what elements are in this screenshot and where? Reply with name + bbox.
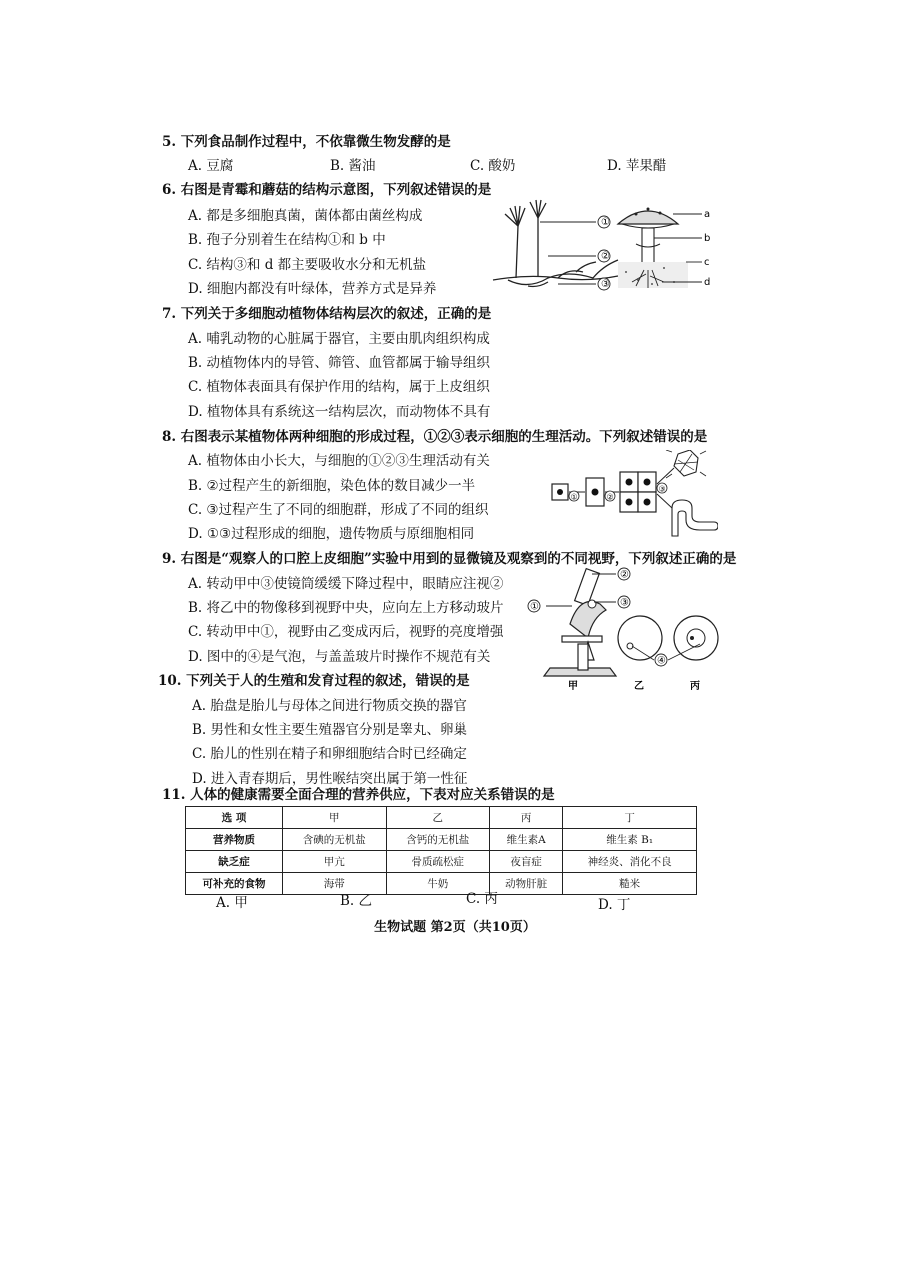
q6-label-c: c — [704, 257, 710, 268]
table-row — [186, 851, 697, 873]
q5-option-c: C. 酸奶 — [470, 158, 516, 174]
q6-stem: 6. 右图是青霉和蘑菇的结构示意图，下列叙述错误的是 — [162, 182, 492, 198]
q8-label-3: ③ — [658, 484, 666, 494]
table-cell: 牛奶 — [386, 873, 490, 895]
q7-option-b: B. 动植物体内的导管、筛管、血管都属于输导组织 — [188, 355, 491, 371]
q9-option-d: D. 图中的④是气泡，与盖盖玻片时操作不规范有关 — [188, 649, 491, 665]
q6-label-2: ② — [601, 251, 610, 262]
table-cell: 甲亢 — [283, 851, 387, 873]
q9-label-4: ④ — [657, 655, 666, 667]
page-footer: 生物试题 第2页（共10页） — [374, 920, 536, 935]
q9-option-a: A. 转动甲中③使镜筒缓缓下降过程中，眼睛应注视② — [188, 576, 504, 592]
q9-label-3: ③ — [620, 597, 629, 609]
q6-label-b: b — [704, 233, 711, 244]
q9-option-c: C. 转动甲中①，视野由乙变成丙后，视野的亮度增强 — [188, 624, 504, 640]
q5-option-b: B. 酱油 — [330, 158, 376, 174]
table-row — [186, 829, 697, 851]
q9-stem: 9. 右图是“观察人的口腔上皮细胞”实验中用到的显微镜及观察到的不同视野，下列叙述正确的是 — [162, 551, 737, 567]
table-cell: 乙 — [386, 807, 490, 829]
q8-option-a: A. 植物体由小长大，与细胞的①②③生理活动有关 — [188, 453, 490, 469]
table-cell: 糙米 — [563, 873, 697, 895]
q7-stem: 7. 下列关于多细胞动植物体结构层次的叙述，正确的是 — [162, 306, 492, 322]
q11-stem: 11. 人体的健康需要全面合理的营养供应，下表对应关系错误的是 — [162, 787, 555, 803]
q6-label-1: ① — [601, 217, 610, 228]
q9-label-2: ② — [620, 569, 629, 581]
q8-option-d: D. ①③过程形成的细胞，遗传物质与原细胞相同 — [188, 526, 475, 542]
q7-option-d: D. 植物体具有系统这一结构层次，而动物体不具有 — [188, 404, 491, 420]
table-row — [186, 873, 697, 895]
table-cell: 含碘的无机盐 — [283, 829, 387, 851]
q9-caption-jia: 甲 — [568, 681, 578, 692]
q11-option-d: D. 丁 — [598, 897, 631, 913]
q9-caption-yi: 乙 — [634, 681, 644, 692]
q9-option-b: B. 将乙中的物像移到视野中央，应向左上方移动玻片 — [188, 600, 504, 616]
table-cell: 含钙的无机盐 — [386, 829, 490, 851]
q11-option-b: B. 乙 — [340, 893, 373, 909]
q10-option-b: B. 男性和女性主要生殖器官分别是睾丸、卵巢 — [192, 722, 468, 738]
table-cell: 丁 — [563, 807, 697, 829]
q8-stem: 8. 右图表示某植物体两种细胞的形成过程，①②③表示细胞的生理活动。下列叙述错误的是 — [162, 429, 708, 445]
q9-caption-bing: 丙 — [690, 681, 700, 692]
q8-label-2: ② — [606, 492, 614, 502]
q8-figure-cell-process — [548, 450, 718, 540]
q6-option-a: A. 都是多细胞真菌，菌体都由菌丝构成 — [188, 208, 423, 224]
table-cell: 选 项 — [186, 807, 283, 829]
q6-option-c: C. 结构③和 d 都主要吸收水分和无机盐 — [188, 257, 427, 273]
table-cell: 甲 — [283, 807, 387, 829]
q6-option-b: B. 孢子分别着生在结构①和 b 中 — [188, 232, 386, 248]
nutrition-table — [185, 806, 697, 895]
table-cell: 可补充的食物 — [186, 873, 283, 895]
q10-option-a: A. 胎盘是胎儿与母体之间进行物质交换的器官 — [192, 698, 467, 714]
q10-option-d: D. 进入青春期后，男性喉结突出属于第一性征 — [192, 771, 468, 787]
table-cell: 维生素 B₁ — [563, 829, 697, 851]
q6-label-d: d — [704, 277, 711, 288]
q9-label-1: ① — [530, 601, 539, 613]
table-cell: 夜盲症 — [490, 851, 563, 873]
q10-option-c: C. 胎儿的性别在精子和卵细胞结合时已经确定 — [192, 746, 467, 762]
table-cell: 维生素A — [490, 829, 563, 851]
table-cell: 丙 — [490, 807, 563, 829]
table-header-row — [186, 807, 697, 829]
table-cell: 海带 — [283, 873, 387, 895]
table-cell: 动物肝脏 — [490, 873, 563, 895]
q11-option-a: A. 甲 — [216, 895, 248, 911]
q5-option-a: A. 豆腐 — [188, 158, 234, 174]
q6-label-3: ③ — [601, 279, 610, 290]
table-cell: 骨质疏松症 — [386, 851, 490, 873]
q9-figure-microscope — [520, 564, 720, 692]
q6-label-a: a — [704, 209, 711, 220]
table-cell: 神经炎、消化不良 — [563, 851, 697, 873]
q7-option-c: C. 植物体表面具有保护作用的结构，属于上皮组织 — [188, 379, 490, 395]
q10-stem: 10. 下列关于人的生殖和发育过程的叙述，错误的是 — [158, 673, 470, 689]
q8-label-1: ① — [570, 492, 578, 502]
q5-option-d: D. 苹果醋 — [607, 158, 667, 174]
q11-option-c: C. 丙 — [466, 891, 498, 907]
q6-option-d: D. 细胞内都没有叶绿体，营养方式是异养 — [188, 281, 437, 297]
table-cell: 营养物质 — [186, 829, 283, 851]
q5-stem: 5. 下列食品制作过程中，不依靠微生物发酵的是 — [162, 134, 451, 150]
q8-option-c: C. ③过程产生了不同的细胞群，形成了不同的组织 — [188, 502, 489, 518]
q8-option-b: B. ②过程产生的新细胞，染色体的数目减少一半 — [188, 478, 476, 494]
q6-figure-penicillium-mushroom — [488, 196, 713, 296]
q7-option-a: A. 哺乳动物的心脏属于器官，主要由肌肉组织构成 — [188, 331, 490, 347]
table-cell: 缺乏症 — [186, 851, 283, 873]
